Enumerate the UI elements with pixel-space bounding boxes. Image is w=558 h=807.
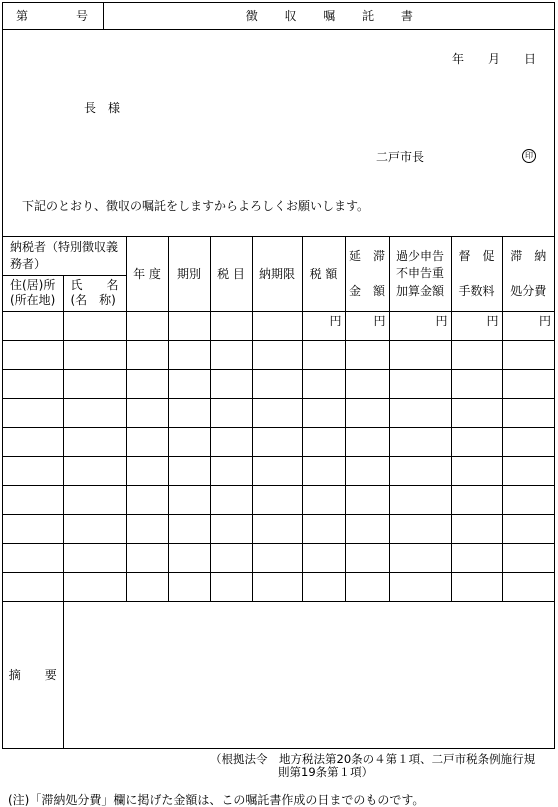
table-cell	[451, 573, 502, 602]
table-cell	[252, 515, 302, 544]
table-cell	[302, 370, 345, 399]
table-cell	[252, 544, 302, 573]
table-cell	[451, 370, 502, 399]
table-cell	[168, 341, 210, 370]
table-cell	[252, 486, 302, 515]
late-fee-header-line: 延 滞	[349, 249, 386, 263]
table-cell	[345, 544, 389, 573]
table-cell	[168, 515, 210, 544]
name-header-line: 氏 名	[70, 278, 119, 292]
table-cell	[252, 457, 302, 486]
table-cell	[451, 457, 502, 486]
table-cell	[302, 544, 345, 573]
reminder-fee-header	[451, 237, 502, 312]
sender-name: 二戸市長	[376, 150, 425, 164]
late-fee-header-line: 金 額	[349, 284, 386, 298]
table-cell	[126, 457, 168, 486]
table-cell	[3, 312, 63, 341]
table-cell	[502, 515, 554, 544]
unit-label: 円	[451, 312, 502, 341]
table-cell	[451, 544, 502, 573]
unit-label: 円	[389, 312, 451, 341]
table-cell	[252, 573, 302, 602]
table-cell	[210, 457, 252, 486]
unit-label: 円	[302, 312, 345, 341]
reminder-fee-header-line: 督 促	[458, 249, 495, 263]
table-cell	[302, 428, 345, 457]
table-cell	[502, 573, 554, 602]
table-cell	[502, 341, 554, 370]
table-cell	[126, 486, 168, 515]
table-cell	[389, 486, 451, 515]
table-cell	[389, 457, 451, 486]
table-cell	[168, 573, 210, 602]
name-header-line: (名 称)	[70, 293, 116, 307]
table-cell	[168, 399, 210, 428]
table-cell	[3, 486, 63, 515]
taxpayer-header-line: 納税者（特別徴収義	[10, 240, 119, 254]
table-cell	[502, 457, 554, 486]
table-cell	[345, 370, 389, 399]
table-cell	[345, 457, 389, 486]
table-cell	[451, 486, 502, 515]
table-cell	[210, 573, 252, 602]
table-cell	[63, 515, 126, 544]
table-row	[3, 370, 554, 399]
date-line: 年 月 日	[452, 52, 537, 66]
name-header	[63, 276, 126, 312]
document-header	[2, 2, 555, 30]
table-cell	[210, 399, 252, 428]
commission-table	[3, 236, 554, 749]
table-cell	[63, 544, 126, 573]
table-cell	[345, 515, 389, 544]
disposition-cost-header	[502, 237, 554, 312]
table-cell	[3, 515, 63, 544]
table-row	[3, 457, 554, 486]
table-cell	[126, 544, 168, 573]
table-cell	[168, 370, 210, 399]
table-cell	[451, 399, 502, 428]
table-row	[3, 515, 554, 544]
table-cell	[168, 312, 210, 341]
table-row	[3, 399, 554, 428]
table-cell	[63, 341, 126, 370]
table-row	[3, 341, 554, 370]
table-cell	[252, 341, 302, 370]
legal-basis	[210, 753, 535, 779]
table-cell	[210, 515, 252, 544]
document-title: 徴 収 嘱 託 書	[245, 9, 421, 23]
due-date-header: 納期限	[252, 237, 302, 312]
table-cell	[3, 399, 63, 428]
table-cell	[302, 399, 345, 428]
table-cell	[3, 428, 63, 457]
fiscal-year-header: 年 度	[126, 237, 168, 312]
taxpayer-header-line: 務者）	[10, 257, 47, 271]
table-cell	[63, 573, 126, 602]
document-number-label: 第 号	[3, 3, 104, 29]
table-cell	[3, 370, 63, 399]
table-row	[3, 573, 554, 602]
table-cell	[252, 370, 302, 399]
address-header-line: 住(居)所	[10, 278, 56, 292]
table-cell	[126, 341, 168, 370]
table-cell	[126, 515, 168, 544]
taxpayer-header	[3, 237, 126, 276]
table-cell	[345, 341, 389, 370]
table-cell	[389, 399, 451, 428]
table-cell	[126, 573, 168, 602]
table-cell	[502, 486, 554, 515]
table-cell	[126, 370, 168, 399]
legal-basis-line: （根拠法令 地方税法第20条の４第１項、二戸市税条例施行規	[210, 752, 536, 766]
reminder-fee-header-line: 手数料	[458, 284, 495, 298]
table-cell	[3, 573, 63, 602]
address-header	[3, 276, 63, 312]
table-cell	[210, 312, 252, 341]
seal-stamp: 印	[522, 149, 536, 163]
table-cell	[252, 312, 302, 341]
additional-tax-header-line: 不申告重	[396, 266, 445, 281]
tax-amount-header: 税 額	[302, 237, 345, 312]
table-cell	[210, 486, 252, 515]
table-cell	[302, 573, 345, 602]
table-cell	[502, 544, 554, 573]
disposition-cost-header-line: 滞 納	[510, 249, 547, 263]
table-cell	[168, 544, 210, 573]
table-cell	[389, 544, 451, 573]
table-cell	[63, 457, 126, 486]
remarks-label: 摘 要	[3, 602, 63, 749]
table-cell	[502, 399, 554, 428]
table-cell	[389, 428, 451, 457]
table-cell	[63, 428, 126, 457]
addressee: 長 様	[84, 101, 121, 115]
table-cell	[3, 544, 63, 573]
table-cell	[302, 341, 345, 370]
table-cell	[302, 515, 345, 544]
table-cell	[345, 399, 389, 428]
table-cell	[451, 515, 502, 544]
table-cell	[168, 457, 210, 486]
table-cell	[210, 544, 252, 573]
table-cell	[210, 341, 252, 370]
table-cell	[451, 341, 502, 370]
table-cell	[389, 515, 451, 544]
table-cell	[389, 370, 451, 399]
table-cell	[389, 573, 451, 602]
table-cell	[63, 399, 126, 428]
table-cell	[63, 486, 126, 515]
unit-label: 円	[502, 312, 554, 341]
table-row	[3, 486, 554, 515]
table-cell	[252, 399, 302, 428]
table-cell	[389, 341, 451, 370]
table-cell	[3, 341, 63, 370]
additional-tax-header-line: 加算金額	[396, 283, 445, 298]
table-cell	[126, 428, 168, 457]
table-cell	[126, 312, 168, 341]
table-cell	[345, 573, 389, 602]
tax-item-header: 税 目	[210, 237, 252, 312]
late-fee-header	[345, 237, 389, 312]
table-row	[3, 312, 554, 341]
address-header-line: (所在地)	[10, 293, 56, 307]
table-cell	[3, 457, 63, 486]
table-cell	[168, 428, 210, 457]
table-cell	[126, 399, 168, 428]
table-cell	[302, 457, 345, 486]
legal-basis-line: 則第19条第１項）	[278, 765, 374, 779]
footnote: (注)「滞納処分費」欄に掲げた金額は、この嘱託書作成の日までのものです。	[8, 793, 425, 807]
table-cell	[502, 370, 554, 399]
table-header-row	[3, 237, 554, 276]
table-cell	[345, 486, 389, 515]
table-cell	[210, 370, 252, 399]
table-body	[3, 237, 554, 749]
remarks-row	[3, 602, 554, 749]
table-cell	[168, 486, 210, 515]
remarks-field	[63, 602, 554, 749]
table-cell	[502, 428, 554, 457]
table-cell	[63, 312, 126, 341]
intro-text: 下記のとおり、徴収の嘱託をしますからよろしくお願いします。	[22, 199, 370, 213]
table-cell	[63, 370, 126, 399]
table-cell	[210, 428, 252, 457]
table-cell	[345, 428, 389, 457]
table-row	[3, 544, 554, 573]
table-cell	[252, 428, 302, 457]
table-row	[3, 428, 554, 457]
table-cell	[451, 428, 502, 457]
unit-label: 円	[345, 312, 389, 341]
disposition-cost-header-line: 処分費	[510, 284, 547, 298]
additional-tax-header-line: 過少申告	[396, 248, 445, 263]
additional-tax-header	[389, 237, 451, 312]
period-header: 期別	[168, 237, 210, 312]
table-cell	[302, 486, 345, 515]
